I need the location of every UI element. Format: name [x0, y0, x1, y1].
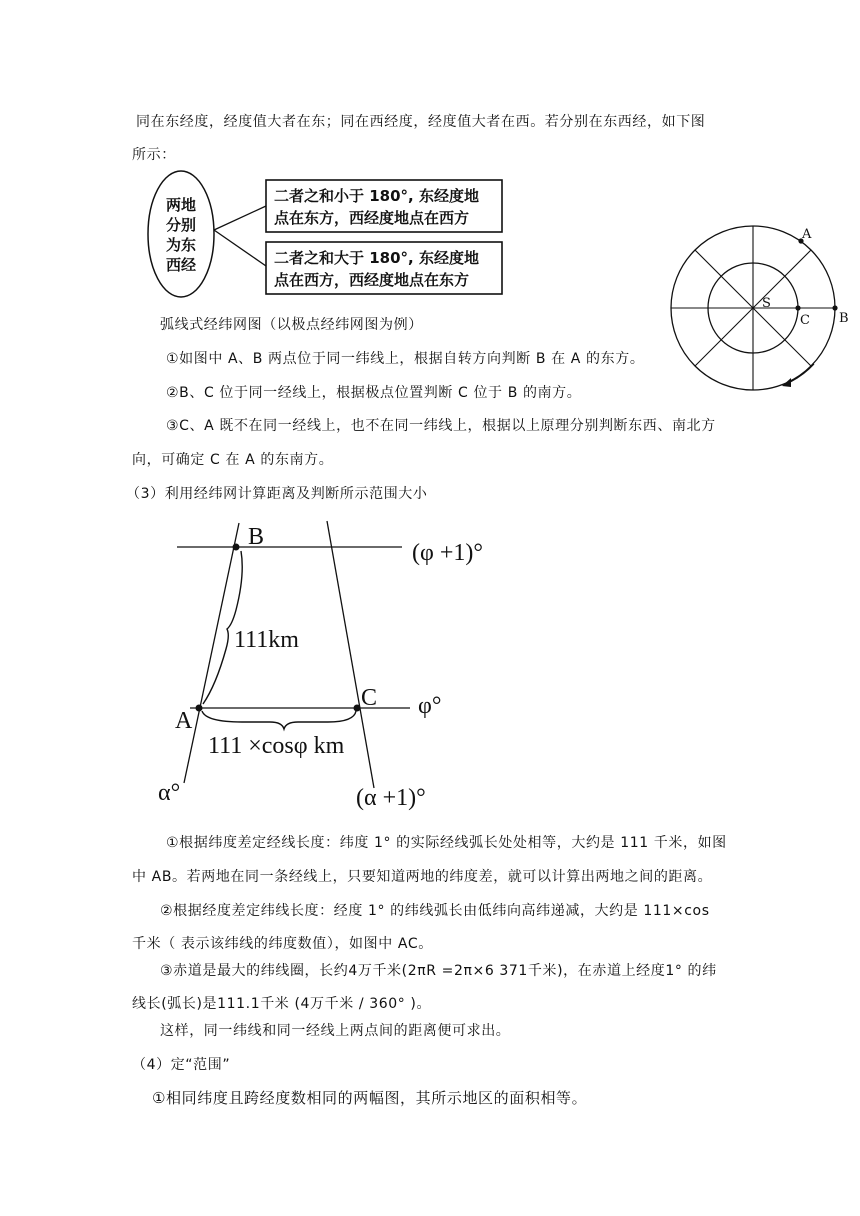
- paragraph-line: 千米（ 表示该纬线的纬度数值），如图中 AC。: [132, 936, 433, 952]
- rotation-arrowhead: [782, 378, 791, 387]
- paragraph-line: ①根据纬度差定经线长度：纬度 1° 的实际经线弧长处处相等，大约是 111 千米，如图: [166, 835, 727, 851]
- label-c: C: [800, 313, 810, 328]
- label-a: A: [175, 708, 193, 734]
- label-b: B: [248, 524, 265, 550]
- label-a: A: [802, 227, 812, 242]
- oval-text: 分别: [165, 216, 197, 234]
- connector-line: [214, 230, 266, 266]
- paragraph-line: 这样，同一纬线和同一经线上两点间的距离便可求出。: [160, 1023, 511, 1039]
- label-lon-left: α°: [158, 780, 181, 806]
- paragraph-line: ③赤道是最大的纬线圈，长约4万千米(2πR =2π×6 371千米)，在赤道上经度1° 的纬: [160, 963, 717, 979]
- point-c: [795, 305, 800, 310]
- paragraph-line: 中 AB。若两地在同一条经线上，只要知道两地的纬度差，就可以计算出两地之间的距离。: [132, 869, 713, 885]
- paragraph-line: ③C、A 既不在同一经线上，也不在同一纬线上，根据以上原理分别判断东西、南北方: [166, 418, 716, 434]
- label-lat-top: (φ +1)°: [412, 540, 483, 566]
- label-lon-right: (α +1)°: [356, 785, 426, 811]
- section-heading: （3）利用经纬网计算距离及判断所示范围大小: [126, 486, 428, 502]
- point-b: [233, 544, 240, 551]
- label-s: S: [762, 296, 771, 311]
- point-a: [196, 705, 203, 712]
- section-heading: （4）定“范围”: [132, 1057, 231, 1073]
- label-b: B: [839, 311, 849, 326]
- oval-text: 西经: [165, 256, 197, 274]
- oval-node: [148, 171, 214, 297]
- graticule-distance-diagram: [150, 515, 510, 815]
- paragraph-line: 向，可确定 C 在 A 的东南方。: [132, 452, 334, 468]
- box-top-text: 点在东方，西经度地点在西方: [274, 209, 470, 227]
- label-c: C: [361, 685, 378, 711]
- oval-text: 两地: [165, 196, 197, 214]
- point-c: [354, 705, 361, 712]
- paragraph-line: ①如图中 A、B 两点位于同一纬线上，根据自转方向判断 B 在 A 的东方。: [166, 351, 645, 367]
- connector-line: [214, 206, 266, 230]
- point-b: [832, 305, 837, 310]
- polar-graticule-diagram: [660, 222, 855, 392]
- paragraph-line: 线长(弧长)是111.1千米 (4万千米 / 360° )。: [132, 996, 432, 1012]
- box-bottom-text: 二者之和大于 180°, 东经度地: [274, 249, 479, 267]
- oval-text: 为东: [165, 236, 197, 254]
- paragraph-line: ①相同纬度且跨经度数相同的两幅图，其所示地区的面积相等。: [152, 1089, 588, 1107]
- east-west-flow-diagram: [140, 170, 510, 300]
- paragraph-line: 弧线式经纬网图（以极点经纬网图为例）: [160, 317, 423, 333]
- paragraph-line: ②根据经度差定纬线长度：经度 1° 的纬线弧长由低纬向高纬递减，大约是 111×cos: [160, 903, 710, 919]
- box-top-text: 二者之和小于 180°, 东经度地: [274, 187, 479, 205]
- label-dist-ab: 111km: [234, 627, 299, 653]
- brace-ac: [202, 711, 356, 729]
- box-bottom-text: 点在西方，西经度地点在东方: [274, 271, 470, 289]
- paragraph-line: ②B、C 位于同一经线上，根据极点位置判断 C 位于 B 的南方。: [166, 385, 582, 401]
- paragraph-line: 所示：: [132, 147, 176, 163]
- label-lat-bottom: φ°: [418, 693, 442, 719]
- label-dist-ac: 111 ×cosφ km: [208, 733, 345, 759]
- paragraph-line: 同在东经度，经度值大者在东；同在西经度，经度值大者在西。若分别在东西经，如下图: [136, 114, 706, 130]
